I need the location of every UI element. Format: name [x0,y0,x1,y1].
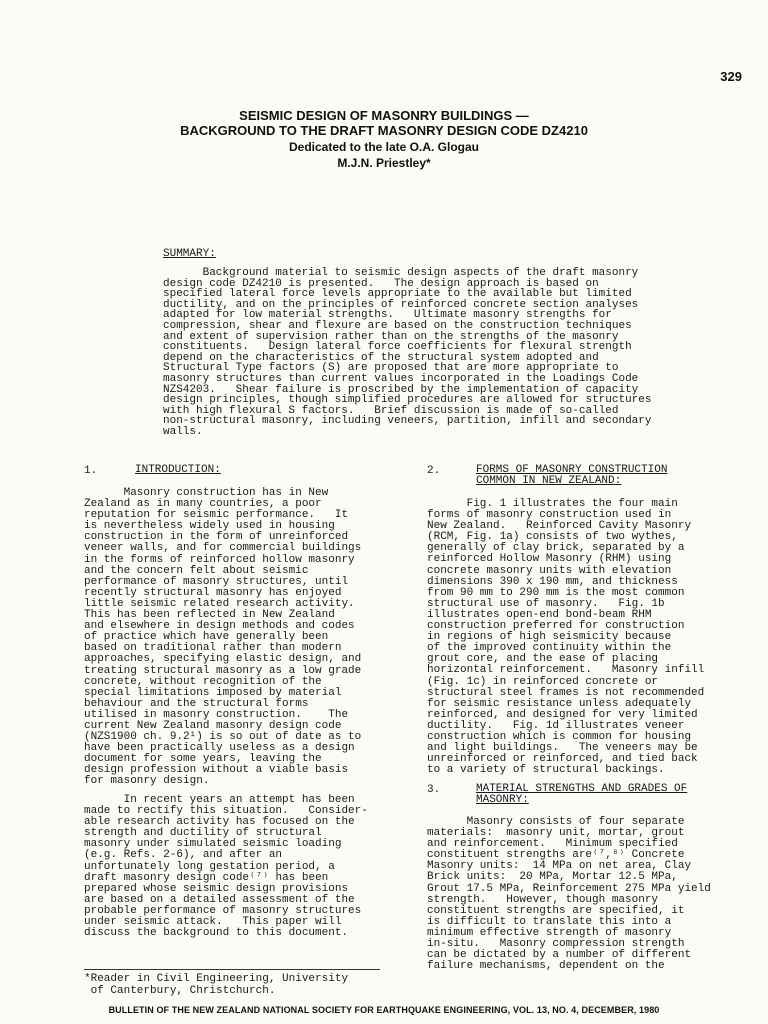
author: M.J.N. Priestley* [337,156,431,170]
materials-paragraph: Masonry consists of four separate materials: masonry unit, mortar, grout and reinforcement. Minimum specified constituent strengths are⁽⁷,⁸⁾ Concrete Masonry units: 14 MPa on net area, Clay Brick units: 20 MPa, Mortar 12.5 MPa, Grout 17.5 MPa, Reinforcement 275 MPa yield strength. However, though masonry constituent strengths are specified, it is difficult to translate this into a minimum effective strength of masonry in-situ. Masonry compression strength can be dictated by a number of different failure mechanisms, dependent on the [427,816,711,973]
section-1-number: 1. [84,465,98,477]
summary-heading: SUMMARY: [163,248,216,260]
paper-title-line-1: SEISMIC DESIGN OF MASONRY BUILDINGS — [239,108,529,123]
author-footnote: *Reader in Civil Engineering, University of Canterbury, Christchurch. [84,973,349,997]
section-1-title: INTRODUCTION: [135,464,221,476]
forms-paragraph: Fig. 1 illustrates the four main forms of masonry construction used in New Zealand. Reinforced Cavity Masonry (RCM, Fig. 1a) consists of two wythes, generally of clay brick, separated by a reinforced Hollow Masonry (RHM) using concrete masonry units with elevation dimensions 390 x 190 mm, and thickness from 90 mm to 290 mm is the most common structural use of masonry. Fig. 1b illustrates open-end bond-beam RHM construction preferred for construction in regions of high seismicity because of the improved continuity within the grout core, and the ease of placing horizontal reinforcement. Masonry infill (Fig. 1c) in reinforced concrete or structural steel frames is not recommended for seismic resistance unless adequately reinforced, and designed for very limited ductility. Fig. 1d illustrates veneer construction which is common for housing and light buildings. The veneers may be unreinforced or reinforced, and tied back to a variety of structural backings. [427,498,705,777]
dedication: Dedicated to the late O.A. Glogau [288,140,480,154]
section-2-title: FORMS OF MASONRY CONSTRUCTION COMMON IN NEW ZEALAND: [476,464,668,487]
summary-text: Background material to seismic design aspects of the draft masonry design code DZ4210 is presented. The design approach is based on specified lateral force levels appropriate to the available but limited ductility, and on the principles of reinforced concrete section analyses adapted for low material strengths. Ultimate masonry strengths for compression, shear and flexure are based on the construction techniques and extent of supervision rather than on the strengths of the masonry constituents. Design lateral force coefficients for flexural strength depend on the characteristics of the structural system adopted and Structural Type factors (S) are proposed that are more appropriate to masonry structures than current values incorporated in the Loadings Code NZS4203. Shear failure is proscribed by the implementation of capacity design principles, though simplified procedures are allowed for structures with high flexural S factors. Brief discussion is made of so-called non-structural masonry, including veneers, partition, infill and secondary walls. [163,267,652,438]
paper-title-line-2: BACKGROUND TO THE DRAFT MASONRY DESIGN CODE DZ4210 [180,123,588,138]
section-2-number: 2. [427,465,441,477]
section-3-number: 3. [427,784,441,796]
intro-paragraph-2: In recent years an attempt has been made to rectify this situation. Consider- able research activity has focused on the strength and ductility of structural masonry under simulated seismic loading (e.g. Refs. 2-6), and after an unfortunately long gestation period, a draft masonry design code⁽⁷⁾ has been prepared whose seismic design provisions are based on a detailed assessment of the probable performance of masonry structures under seismic attack. This paper will discuss the background to this document. [84,794,368,940]
journal-footer: BULLETIN OF THE NEW ZEALAND NATIONAL SOCIETY FOR EARTHQUAKE ENGINEERING, VOL. 13, NO. 4, DECEMBER, 1980 [108,1005,660,1015]
intro-paragraph-1: Masonry construction has in New Zealand as in many countries, a poor reputation for seismic performance. It is nevertheless widely used in housing construction in the form of unreinforced veneer walls, and for commercial buildings in the forms of reinforced hollow masonry and the concern felt about seismic performance of masonry structures, until recently structural masonry has enjoyed little seismic related research activity. This has been reflected in New Zealand and elsewhere in design methods and codes of practice which have generally been based on traditional rather than modern approaches, specifying elastic design, and treating structural masonry as a low grade concrete, without recognition of the special limitations imposed by material behaviour and the structural forms utilised in masonry construction. The current New Zealand masonry design code (NZS1900 ch. 9.2¹) is so out of date as to have been practically useless as a design document for some years, leaving the design profession without a viable basis for masonry design. [84,487,362,788]
footnote-divider [84,969,380,970]
section-3-title: MATERIAL STRENGTHS AND GRADES OF MASONRY: [476,783,688,806]
page-number: 329 [720,69,742,84]
